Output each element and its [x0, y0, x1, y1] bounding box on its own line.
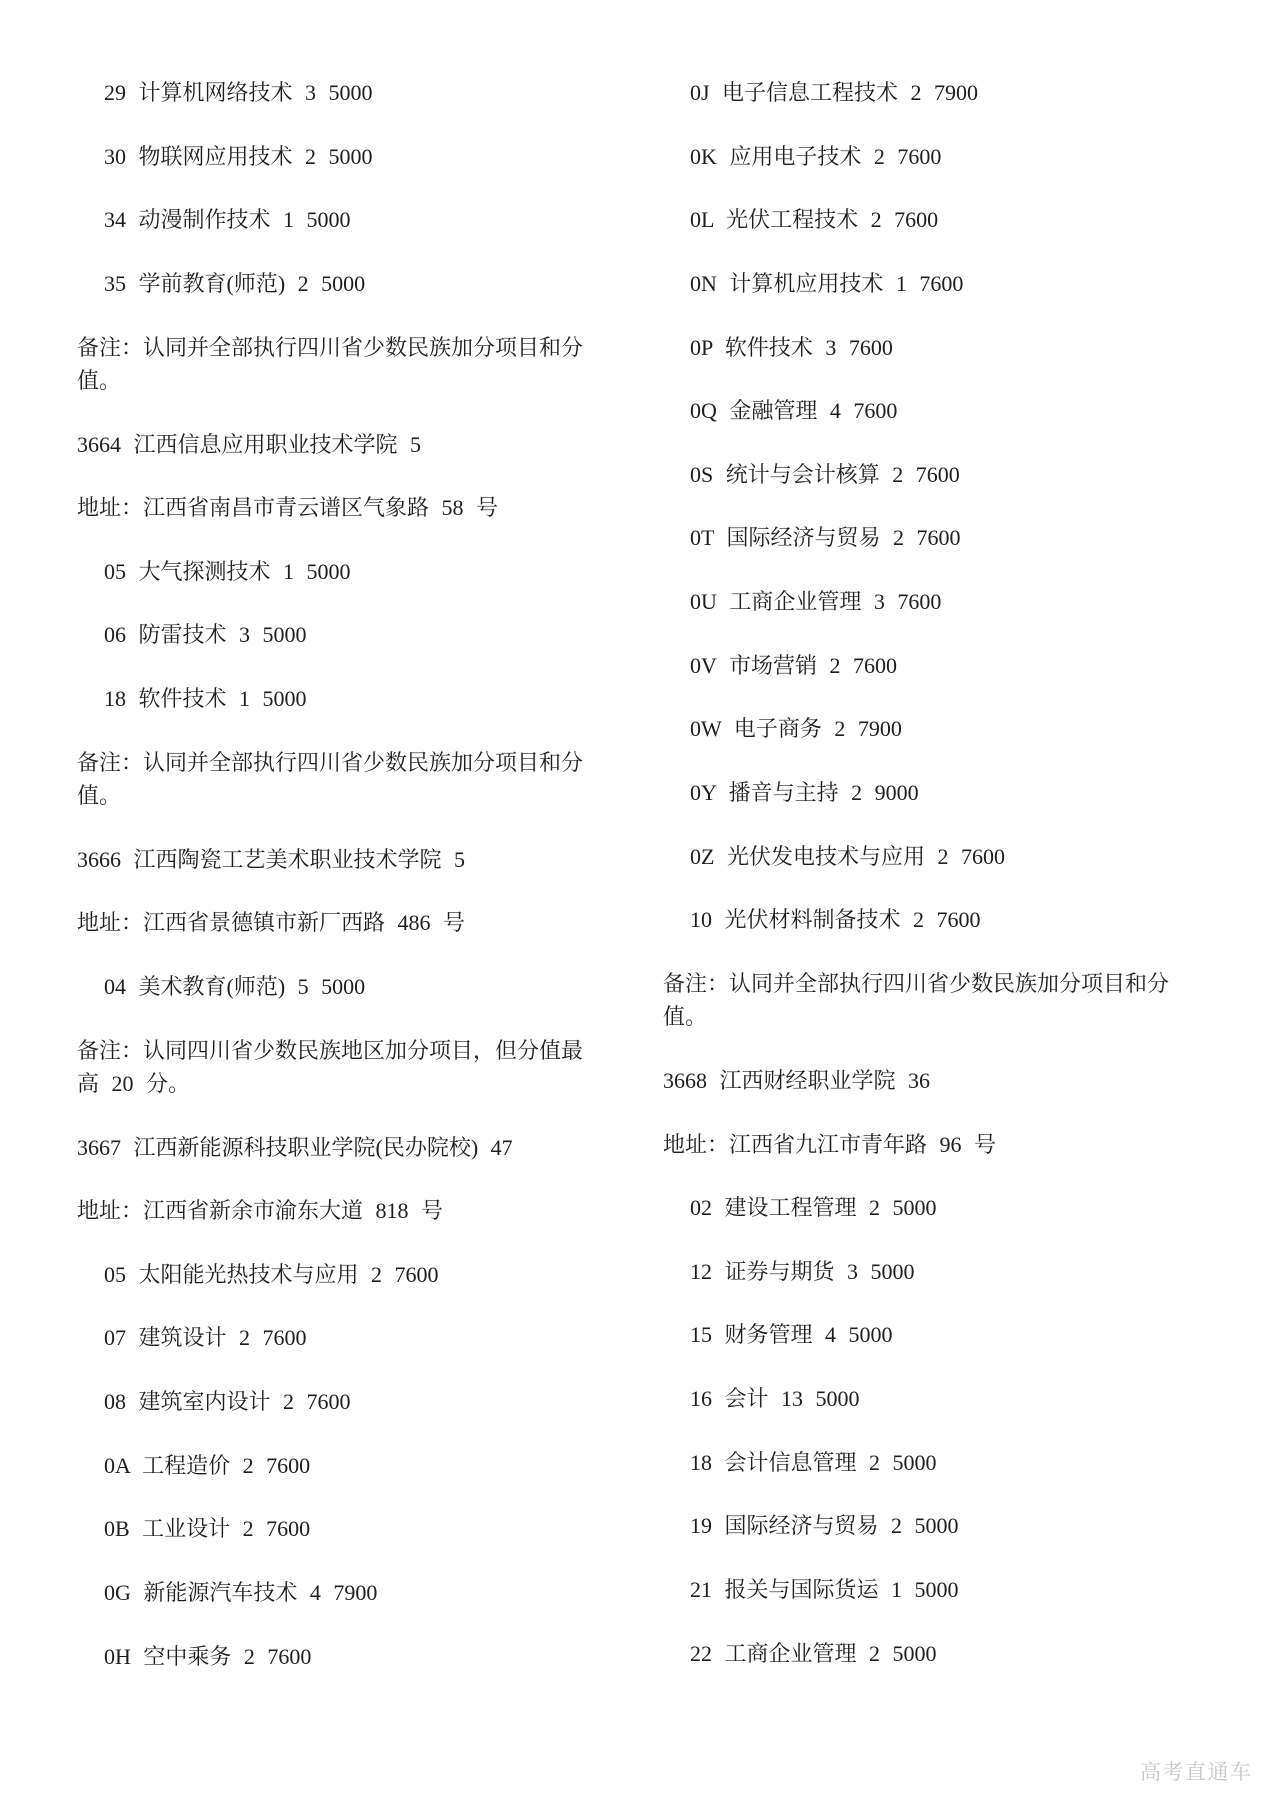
major-row: [663, 1509, 1243, 1542]
school-row: [77, 428, 657, 461]
text-line: 35 学前教育(师范) 2 5000: [104, 270, 366, 296]
text-line: 0L 光伏工程技术 2 7600: [690, 207, 939, 233]
text-line: 备注：认同并全部执行四川省少数民族加分项目和分: [663, 970, 1170, 996]
text-line: 0Y 播音与主持 2 9000: [690, 780, 919, 806]
text-line: 值。: [663, 1004, 708, 1030]
text-line: 02 建设工程管理 2 5000: [690, 1195, 937, 1221]
major-row: [663, 1318, 1243, 1351]
major-row: [663, 1637, 1243, 1670]
text-line: 3668 江西财经职业学院 36: [663, 1067, 931, 1093]
text-line: 值。: [77, 783, 122, 809]
text-line: 地址：江西省新余市渝东大道 818 号: [77, 1198, 444, 1224]
major-row: [663, 903, 1243, 936]
text-line: 0W 电子商务 2 7900: [690, 716, 902, 742]
text-line: 0J 电子信息工程技术 2 7900: [690, 80, 979, 105]
text-line: 07 建筑设计 2 7600: [104, 1325, 307, 1351]
school-row: [77, 1131, 657, 1164]
major-row: [663, 776, 1243, 809]
major-row: [663, 1446, 1243, 1479]
major-row: [663, 1255, 1243, 1288]
text-line: 0K 应用电子技术 2 7600: [690, 143, 942, 169]
text-line: 备注：认同四川省少数民族地区加分项目，但分值最: [77, 1037, 584, 1063]
text-line: 3664 江西信息应用职业技术学院 5: [77, 431, 422, 457]
note-row: [77, 1034, 657, 1101]
major-row: [663, 458, 1243, 491]
major-row: [77, 1576, 657, 1609]
note-row: [663, 967, 1243, 1034]
major-row: [663, 712, 1243, 745]
address-row: [77, 906, 657, 939]
major-row: [77, 1512, 657, 1545]
text-line: 值。: [77, 367, 122, 393]
major-row: [663, 140, 1243, 173]
text-line: 高 20 分。: [77, 1070, 191, 1096]
text-line: 0G 新能源汽车技术 4 7900: [104, 1580, 378, 1606]
major-row: [663, 1191, 1243, 1224]
major-row: [663, 267, 1243, 300]
major-row: [663, 331, 1243, 364]
text-line: 10 光伏材料制备技术 2 7600: [690, 907, 981, 933]
major-row: [77, 140, 657, 173]
text-line: 21 报关与国际货运 1 5000: [690, 1577, 959, 1603]
text-line: 0V 市场营销 2 7600: [690, 652, 897, 678]
text-line: 04 美术教育(师范) 5 5000: [104, 973, 366, 999]
address-row: [77, 491, 657, 524]
text-line: 29 计算机网络技术 3 5000: [104, 80, 373, 105]
text-line: 12 证券与期货 3 5000: [690, 1258, 915, 1284]
major-row: [77, 267, 657, 300]
school-row: [77, 843, 657, 876]
text-line: 0T 国际经济与贸易 2 7600: [690, 525, 961, 551]
major-row: [663, 585, 1243, 618]
text-line: 备注：认同并全部执行四川省少数民族加分项目和分: [77, 334, 584, 360]
text-line: 0Z 光伏发电技术与应用 2 7600: [690, 843, 1005, 869]
major-row: [663, 840, 1243, 873]
text-line: 0U 工商企业管理 3 7600: [690, 589, 942, 615]
text-line: 08 建筑室内设计 2 7600: [104, 1389, 351, 1415]
major-row: [77, 1385, 657, 1418]
note-row: [77, 746, 657, 813]
text-line: 3666 江西陶瓷工艺美术职业技术学院 5: [77, 846, 466, 872]
major-row: [77, 618, 657, 651]
text-line: 19 国际经济与贸易 2 5000: [690, 1513, 959, 1539]
text-line: 15 财务管理 4 5000: [690, 1322, 893, 1348]
major-row: [77, 970, 657, 1003]
text-line: 地址：江西省景德镇市新厂西路 486 号: [77, 910, 466, 936]
text-line: 0S 统计与会计核算 2 7600: [690, 461, 960, 487]
note-row: [77, 331, 657, 398]
text-line: 34 动漫制作技术 1 5000: [104, 207, 351, 233]
text-line: 0Q 金融管理 4 7600: [690, 398, 898, 424]
major-row: [663, 1573, 1243, 1606]
major-row: [77, 1449, 657, 1482]
major-row: [77, 555, 657, 588]
text-line: 0B 工业设计 2 7600: [104, 1516, 311, 1542]
text-line: 18 软件技术 1 5000: [104, 686, 307, 712]
right-column: [663, 76, 1243, 1700]
text-line: 05 大气探测技术 1 5000: [104, 558, 351, 584]
major-row: [663, 394, 1243, 427]
major-row: [663, 521, 1243, 554]
major-row: [663, 1382, 1243, 1415]
text-line: 06 防雷技术 3 5000: [104, 622, 307, 648]
address-row: [663, 1128, 1243, 1161]
text-line: 30 物联网应用技术 2 5000: [104, 143, 373, 169]
watermark: 高考直通车: [1140, 1760, 1253, 1784]
major-row: [77, 76, 657, 109]
text-line: 0P 软件技术 3 7600: [690, 334, 893, 360]
major-row: [663, 203, 1243, 236]
text-line: 05 太阳能光热技术与应用 2 7600: [104, 1261, 439, 1287]
major-row: [77, 203, 657, 236]
major-row: [77, 1258, 657, 1291]
text-line: 0A 工程造价 2 7600: [104, 1452, 311, 1478]
text-line: 0H 空中乘务 2 7600: [104, 1643, 312, 1669]
address-row: [77, 1194, 657, 1227]
major-row: [663, 649, 1243, 682]
text-line: 22 工商企业管理 2 5000: [690, 1640, 937, 1666]
school-row: [663, 1064, 1243, 1097]
text-line: 16 会计 13 5000: [690, 1386, 860, 1412]
major-row: [77, 1321, 657, 1354]
text-line: 地址：江西省九江市青年路 96 号: [663, 1131, 997, 1157]
text-line: 18 会计信息管理 2 5000: [690, 1449, 937, 1475]
text-line: 地址：江西省南昌市青云谱区气象路 58 号: [77, 495, 499, 521]
text-line: 0N 计算机应用技术 1 7600: [690, 270, 964, 296]
major-row: [77, 1640, 657, 1673]
text-line: 备注：认同并全部执行四川省少数民族加分项目和分: [77, 749, 584, 775]
major-row: [77, 682, 657, 715]
text-line: 3667 江西新能源科技职业学院(民办院校) 47: [77, 1134, 513, 1160]
major-row: [663, 76, 1243, 109]
left-column: [77, 76, 657, 1703]
